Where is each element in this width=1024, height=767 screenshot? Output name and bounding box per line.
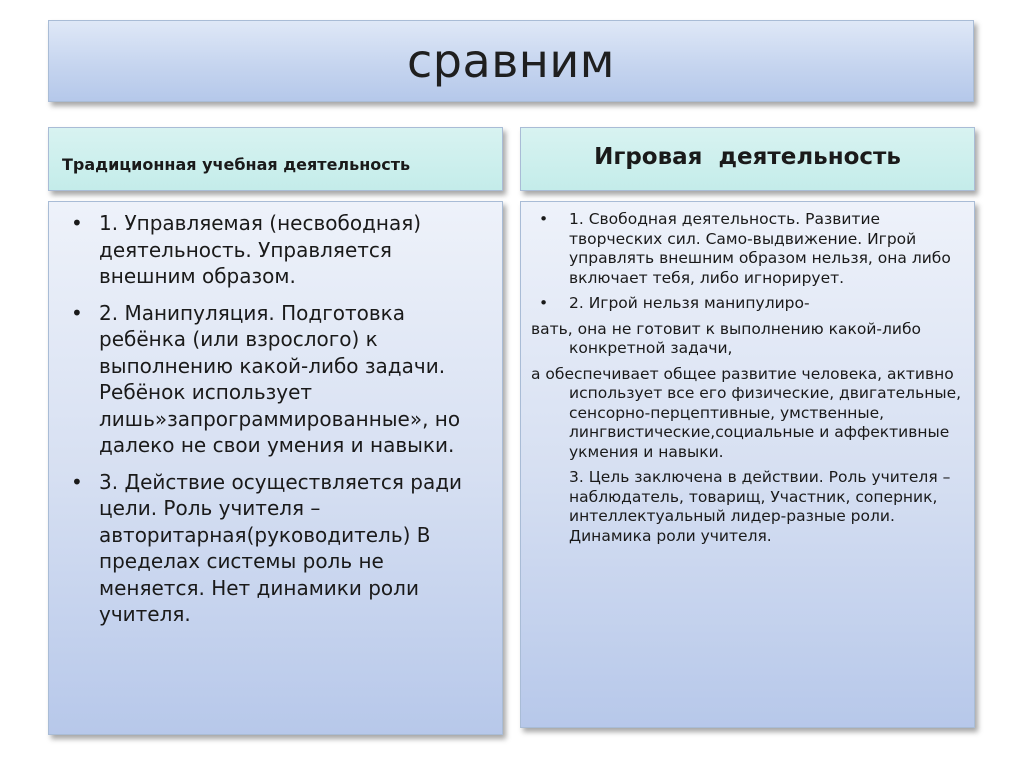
right-bullet-1-text: 1. Свободная деятельность. Развитие творческих сил. Само-выдвижение. Игрой управлять внешним образом нельзя, она либо включает тебя, либо игнорирует. <box>569 210 951 287</box>
left-bullet-3 <box>63 469 488 628</box>
left-column-heading: Традиционная учебная деятельность <box>62 154 411 174</box>
left-bullet-2-text: 2. Манипуляция. Подготовка ребёнка (или взрослого) к выполнению какой-либо задачи. Ребёнок использует лишь»запрограммированные», но далеко не свои умения и навыки. <box>99 300 461 457</box>
title-box <box>48 20 974 102</box>
right-paragraph-1: вать, она не готовит к выполнению какой-либо конкретной задачи, <box>531 319 922 357</box>
right-column-heading-box <box>520 127 975 191</box>
bullet-dot-icon: • <box>539 294 549 312</box>
right-bullet-2-text: 2. Игрой нельзя манипулиро- <box>569 294 810 312</box>
slide-title: сравним <box>407 34 615 88</box>
right-paragraph-2: а обеспечивает общее развитие человека, активно использует все его физические, двигательные, сенсорно-перцептивные, умственные, лингвистические,социальные и аффективные укмения и навыки. <box>531 364 962 461</box>
right-column-body <box>520 201 975 728</box>
left-column-heading-box <box>48 127 503 191</box>
bullet-dot-icon: • <box>71 469 83 494</box>
right-bullet-1 <box>531 210 964 288</box>
right-bullet-2 <box>531 294 964 314</box>
left-bullet-3-text: 3. Действие осуществляется ради цели. Роль учителя – авторитарная(руководитель) В пределах системы роль не меняется. Нет динамики роли учителя. <box>99 469 463 626</box>
bullet-dot-icon: • <box>71 211 83 235</box>
bullet-dot-icon: • <box>71 300 83 325</box>
left-bullet-1 <box>63 210 488 290</box>
left-bullet-1-text: 1. Управляемая (несвободная) деятельность. Управляется внешним образом. <box>99 211 422 288</box>
right-point-3: 3. Цель заключена в действии. Роль учителя – наблюдатель, товарищ, Участник, соперник, интеллектуальный лидер-разные роли. Динамика роли учителя. <box>569 468 951 545</box>
bullet-dot-icon: • <box>539 210 549 228</box>
right-column-heading: Игровая деятельность <box>594 144 901 170</box>
left-bullet-2 <box>63 300 488 459</box>
left-column-body <box>48 201 503 735</box>
